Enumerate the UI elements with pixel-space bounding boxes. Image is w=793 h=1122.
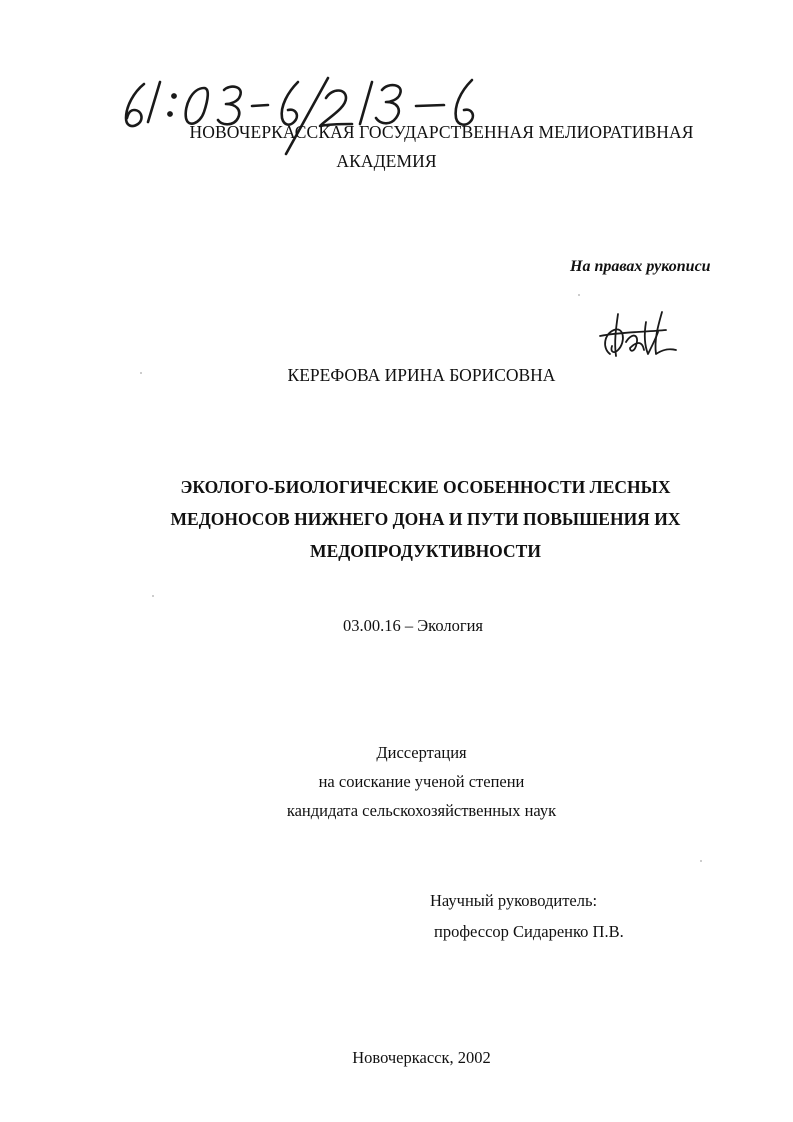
supervisor-label: Научный руководитель:: [430, 891, 598, 910]
title-line-3: МЕДОПРОДУКТИВНОСТИ: [310, 541, 541, 561]
signature: [596, 302, 682, 364]
supervisor-block: [430, 885, 624, 947]
degree-line-1: Диссертация: [376, 743, 467, 762]
scan-speck: [578, 294, 580, 296]
specialty-code: 03.00.16 – Экология: [343, 616, 484, 635]
degree-line-2: на соискание ученой степени: [318, 772, 525, 791]
title-line-1: ЭКОЛОГО-БИОЛОГИЧЕСКИЕ ОСОБЕННОСТИ ЛЕСНЫХ: [180, 477, 671, 497]
supervisor-name: профессор Сидаренко П.В.: [434, 922, 624, 941]
institution-line-1: НОВОЧЕРКАССКАЯ ГОСУДАРСТВЕННАЯ МЕЛИОРАТИВНАЯ: [189, 122, 694, 142]
institution-line-2: АКАДЕМИЯ: [336, 151, 437, 171]
city-and-year: Новочеркасск, 2002: [352, 1048, 491, 1067]
dissertation-title: [0, 471, 793, 567]
scan-speck: [140, 372, 142, 374]
scan-speck: [700, 860, 702, 862]
degree-statement: [0, 738, 793, 825]
institution-name: [0, 118, 793, 176]
title-line-2: МЕДОНОСОВ НИЖНЕГО ДОНА И ПУТИ ПОВЫШЕНИЯ ИХ: [170, 509, 681, 529]
scan-speck: [152, 595, 154, 597]
degree-line-3: кандидата сельскохозяйственных наук: [286, 801, 557, 820]
manuscript-rights-note: На правах рукописи: [570, 258, 711, 275]
author-name: КЕРЕФОВА ИРИНА БОРИСОВНА: [287, 365, 556, 385]
